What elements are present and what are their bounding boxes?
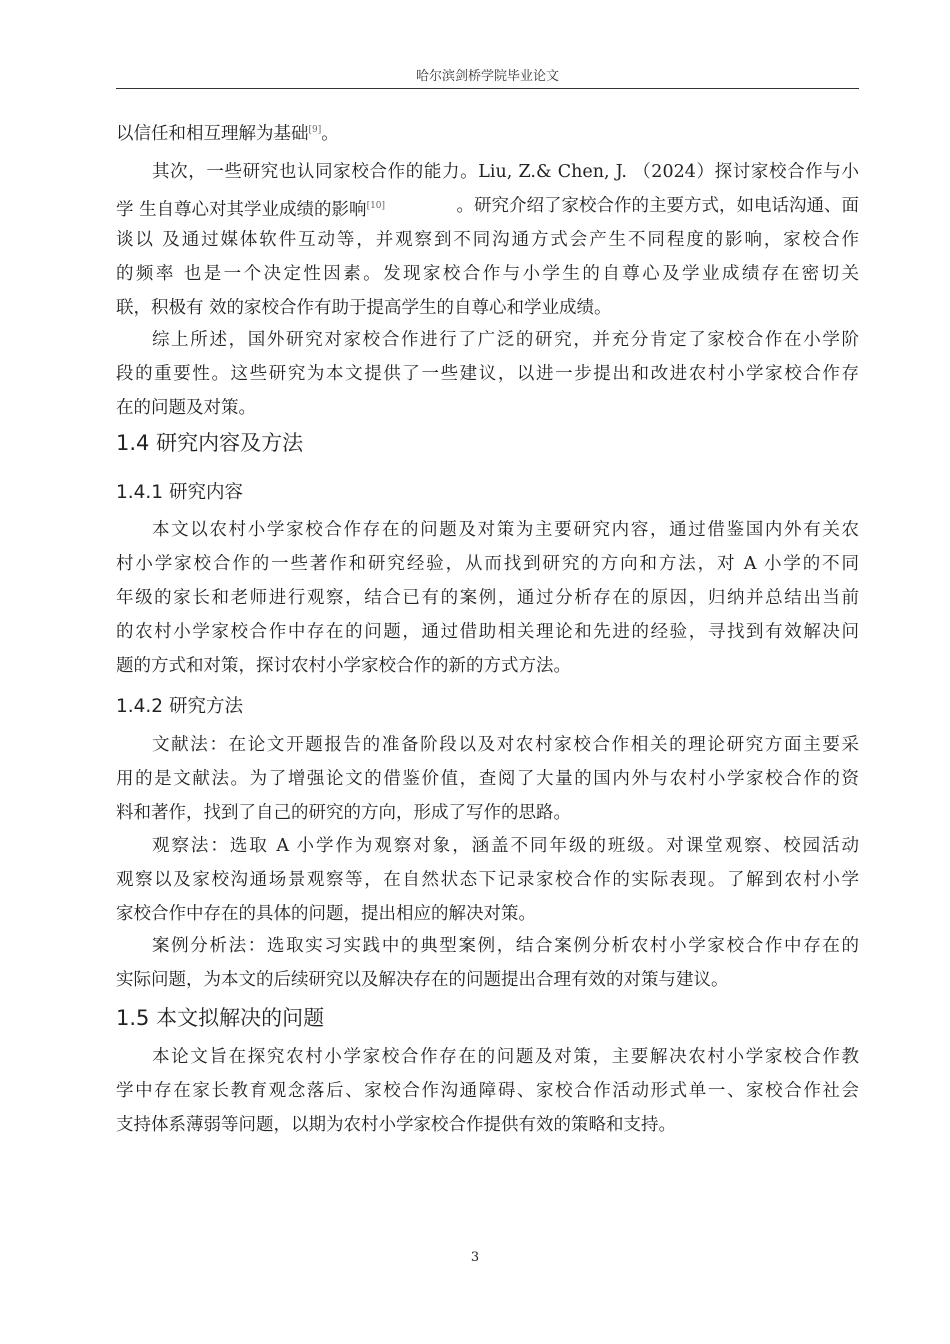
- citation: [10]: [366, 201, 386, 211]
- paragraph-line: 其次，一些研究也认同家校合作的能力。Liu, Z.& Chen, J. （2024）探讨家校合作与小: [152, 162, 859, 182]
- text: 。: [321, 123, 339, 144]
- paragraph-line: [116, 118, 859, 146]
- paragraph-line: 段的重要性。这些研究为本文提供了一些建议，以进一步提出和改进农村小学家校合作存: [116, 364, 859, 384]
- paragraph-line: 文献法：在论文开题报告的准备阶段以及对农村家校合作相关的理论研究方面主要采: [152, 735, 859, 755]
- paragraph-line: 支持体系薄弱等问题，以期为农村小学家校合作提供有效的策略和支持。: [116, 1115, 676, 1135]
- section-heading: 1.4 研究内容及方法: [116, 431, 304, 455]
- text: 。研究介绍了家校合作的主要方式，如电话沟通、面: [456, 196, 859, 216]
- citation: [9]: [308, 125, 322, 135]
- paragraph-line: 题的方式和对策，探讨农村小学家校合作的新的方式方法。: [116, 656, 571, 676]
- paragraph-line: 观察以及家校沟通场景观察等，在自然状态下记录家校合作的实际表现。了解到农村小学: [116, 870, 859, 890]
- running-header: 哈尔滨剑桥学院毕业论文: [415, 69, 559, 84]
- paragraph-line: 本论文旨在探究农村小学家校合作存在的问题及对策，主要解决农村小学家校合作教: [152, 1047, 859, 1067]
- paragraph-line: 村小学家校合作的一些著作和研究经验，从而找到研究的方向和方法，对 A 小学的不同: [116, 554, 859, 574]
- paragraph-line: 的农村小学家校合作中存在的问题，通过借助相关理论和先进的经验，寻找到有效解决问: [116, 622, 859, 642]
- paragraph-line: 在的问题及对策。: [116, 398, 256, 418]
- section-heading: 1.5 本文拟解决的问题: [116, 1006, 325, 1030]
- subsection-heading: 1.4.1 研究内容: [116, 482, 243, 503]
- header-rule: [116, 88, 859, 89]
- paragraph-line: 案例分析法：选取实习实践中的典型案例，结合案例分析农村小学家校合作中存在的: [152, 936, 859, 956]
- paragraph-line: 观察法：选取 A 小学作为观察对象，涵盖不同年级的班级。对课堂观察、校园活动: [152, 836, 859, 856]
- text: 学 生自尊心对其学业成绩的影响[10]: [116, 199, 386, 220]
- paragraph-line: 年级的家长和老师进行观察，结合已有的案例，通过分析存在的原因，归纳并总结出当前: [116, 588, 859, 608]
- paragraph-line: 学中存在家长教育观念落后、家校合作沟通障碍、家校合作活动形式单一、家校合作社会: [116, 1081, 859, 1101]
- paragraph-line: 的频率 也是一个决定性因素。发现家校合作与小学生的自尊心及学业成绩存在密切关: [116, 264, 859, 284]
- paragraph-line: [116, 194, 859, 222]
- subsection-heading: 1.4.2 研究方法: [116, 696, 243, 717]
- paragraph-line: 谈以 及通过媒体软件互动等，并观察到不同沟通方式会产生不同程度的影响，家校合作: [116, 230, 859, 250]
- paragraph-line: 实际问题，为本文的后续研究以及解决存在的问题提出合理有效的对策与建议。: [116, 970, 729, 990]
- paragraph-line: 料和著作，找到了自己的研究的方向，形成了写作的思路。: [116, 803, 571, 823]
- paragraph-line: 本文以农村小学家校合作存在的问题及对策为主要研究内容，通过借鉴国内外有关农: [152, 520, 859, 540]
- page-number: 3: [470, 1250, 480, 1265]
- text: 以信任和相互理解为基础: [116, 123, 309, 144]
- paragraph-line: 用的是文献法。为了增强论文的借鉴价值，查阅了大量的国内外与农村小学家校合作的资: [116, 769, 859, 789]
- paragraph-line: 联，积极有 效的家校合作有助于提高学生的自尊心和学业成绩。: [116, 298, 612, 318]
- paragraph-line: 家校合作中存在的具体的问题，提出相应的解决对策。: [116, 904, 536, 924]
- paragraph-line: 综上所述，国外研究对家校合作进行了广泛的研究，并充分肯定了家校合作在小学阶: [152, 330, 859, 350]
